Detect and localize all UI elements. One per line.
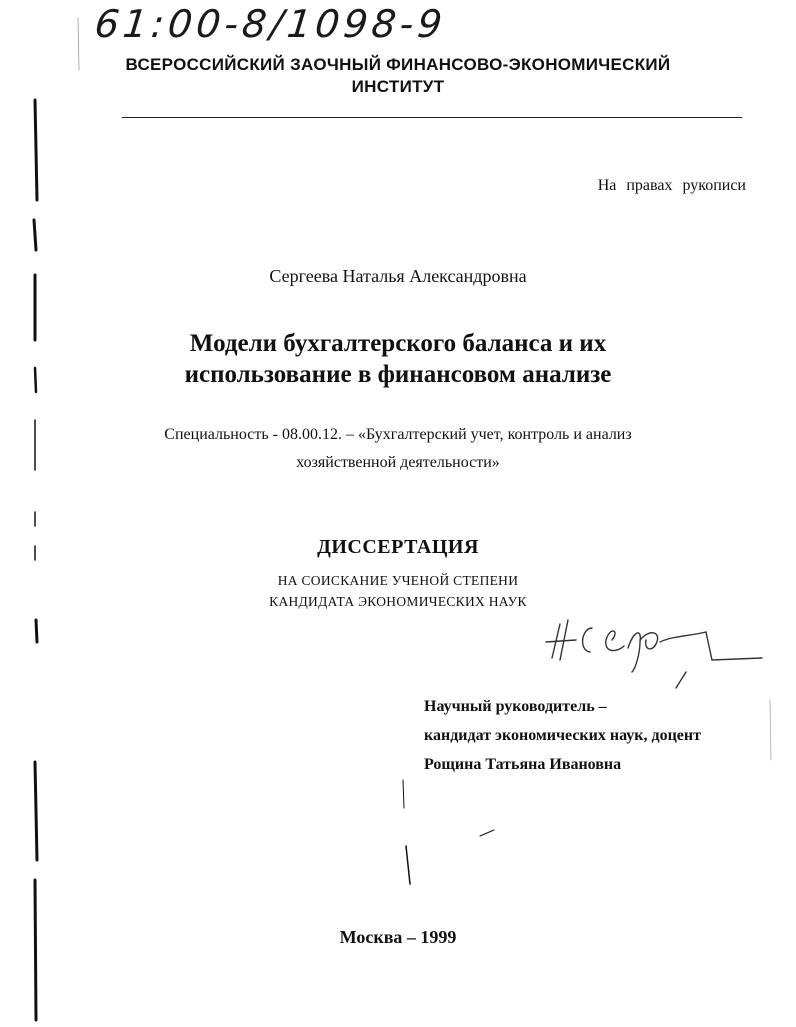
- degree-line-2: КАНДИДАТА ЭКОНОМИЧЕСКИХ НАУК: [269, 594, 527, 609]
- scan-edge-marks: [34, 18, 771, 1020]
- supervisor-label: Научный руководитель –: [424, 698, 607, 715]
- specialty-line-2: хозяйственной деятельности»: [296, 454, 500, 471]
- institute-line-2: ИНСТИТУТ: [351, 77, 445, 96]
- catalog-number: 61:00-8/1098-9: [92, 2, 449, 46]
- title-line-1: Модели бухгалтерского баланса и их: [189, 330, 607, 357]
- title-line-2: использование в финансовом анализе: [184, 361, 612, 388]
- signature-icon: [546, 620, 762, 688]
- supervisor-block: [424, 692, 701, 779]
- institute-line-1: ВСЕРОССИЙСКИЙ ЗАОЧНЫЙ ФИНАНСОВО-ЭКОНОМИЧЕСКИЙ: [125, 55, 671, 74]
- supervisor-name: Рощина Татьяна Ивановна: [424, 756, 622, 773]
- author-name: Сергеева Наталья Александровна: [269, 266, 527, 286]
- city-year: Москва – 1999: [339, 927, 457, 947]
- supervisor-rank: кандидат экономических наук, доцент: [424, 727, 701, 744]
- specialty-line-1: Специальность - 08.00.12. – «Бухгалтерский учет, контроль и анализ: [164, 426, 632, 443]
- manuscript-rights: На правах рукописи: [597, 177, 746, 194]
- degree-line-1: НА СОИСКАНИЕ УЧЕНОЙ СТЕПЕНИ: [277, 573, 519, 588]
- document-type: ДИССЕРТАЦИЯ: [317, 536, 479, 558]
